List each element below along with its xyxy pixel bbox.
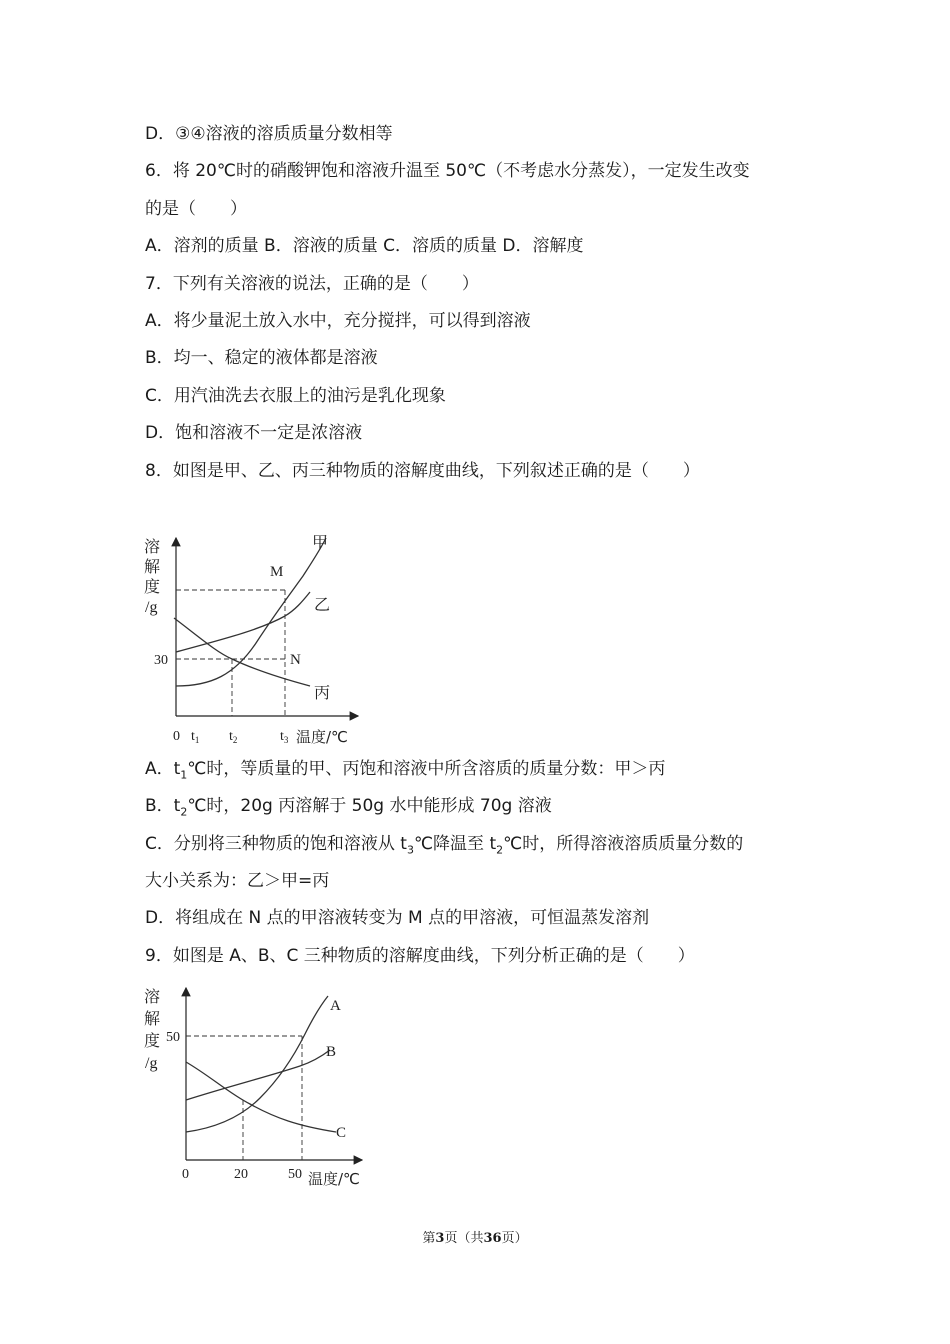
series-label-jia: 甲 <box>312 533 329 552</box>
y-label-4: /g <box>145 1055 158 1072</box>
q8-option-c-line2: 大小关系为：乙＞甲=丙 <box>145 871 330 891</box>
q9-stem: 9．如图是 A、B、C 三种物质的溶解度曲线，下列分析正确的是（ ） <box>145 946 695 966</box>
y-tick-50: 50 <box>166 1030 180 1045</box>
q8-option-a: A．$t_1℃$时，等质量的甲、丙饱和溶液中所含溶质的质量分数：甲＞丙 <box>145 759 666 782</box>
q7-option-c: C．用汽油洗去衣服上的油污是乳化现象 <box>145 386 446 406</box>
point-label-n: N <box>290 652 301 668</box>
q6-options: A．溶剂的质量 B．溶液的质量 C．溶质的质量 D．溶解度 <box>145 236 584 256</box>
y-label-1: 溶 <box>144 987 161 1006</box>
series-label-bing: 丙 <box>314 683 331 702</box>
x-tick-0: 0 <box>173 729 180 744</box>
q8-option-c-line1: C．分别将三种物质的饱和溶液从 $t_3℃$降温至 $t_2℃$时，所得溶液溶质质量分数的 <box>145 834 744 857</box>
series-label-c: C <box>336 1125 347 1141</box>
x-tick-0: 0 <box>182 1167 189 1182</box>
q6-stem-line1: 6．将 20℃时的硝酸钾饱和溶液升温至 50℃（不考虑水分蒸发），一定发生改变 <box>145 161 750 181</box>
series-label-b: B <box>326 1044 337 1060</box>
q6-stem-line2: 的是（ ） <box>145 199 247 219</box>
series-yi-curve <box>176 592 310 652</box>
y-label-3: 度 <box>144 577 161 596</box>
x-tick-20: 20 <box>234 1167 248 1182</box>
series-jia-curve <box>176 538 326 686</box>
y-label-2: 解 <box>144 1009 161 1028</box>
y-label-4: /g <box>145 599 158 616</box>
x-tick-t1: $t_1$ <box>191 729 200 745</box>
q7-option-a: A．将少量泥土放入水中，充分搅拌，可以得到溶液 <box>145 311 531 331</box>
x-axis-label: 温度/℃ <box>308 1170 360 1188</box>
q7-option-b: B．均一、稳定的液体都是溶液 <box>145 348 378 368</box>
point-label-m: M <box>270 564 284 580</box>
x-axis-label: 温度/℃ <box>296 728 348 746</box>
q8-stem: 8．如图是甲、乙、丙三种物质的溶解度曲线，下列叙述正确的是（ ） <box>145 461 700 481</box>
series-label-yi: 乙 <box>314 595 331 614</box>
q5-option-d: D．③④溶液的溶质质量分数相等 <box>145 124 393 144</box>
q7-stem: 7．下列有关溶液的说法，正确的是（ ） <box>145 274 479 294</box>
x-tick-50: 50 <box>288 1167 302 1182</box>
page-footer: 第3页（共36页） <box>422 1231 528 1246</box>
page-total: 36 <box>483 1231 502 1246</box>
y-label-2: 解 <box>144 557 161 576</box>
solubility-chart-2 <box>140 982 372 1192</box>
y-label-3: 度 <box>144 1031 161 1050</box>
q8-option-b: B．$t_2℃$时，20g 丙溶解于 50g 水中能形成 70g 溶液 <box>145 796 552 819</box>
series-b-curve <box>186 1050 330 1100</box>
q7-option-d: D．饱和溶液不一定是浓溶液 <box>145 423 363 443</box>
solubility-chart-1 <box>140 528 370 750</box>
series-label-a: A <box>330 998 341 1014</box>
x-tick-t3: $t_3$ <box>280 729 289 745</box>
y-label-1: 溶 <box>144 537 161 556</box>
page-number: 3 <box>435 1231 445 1246</box>
y-tick-30: 30 <box>154 653 168 668</box>
q8-option-d: D．将组成在 N 点的甲溶液转变为 M 点的甲溶液，可恒温蒸发溶剂 <box>145 908 650 928</box>
x-tick-t2: $t_2$ <box>229 729 238 745</box>
